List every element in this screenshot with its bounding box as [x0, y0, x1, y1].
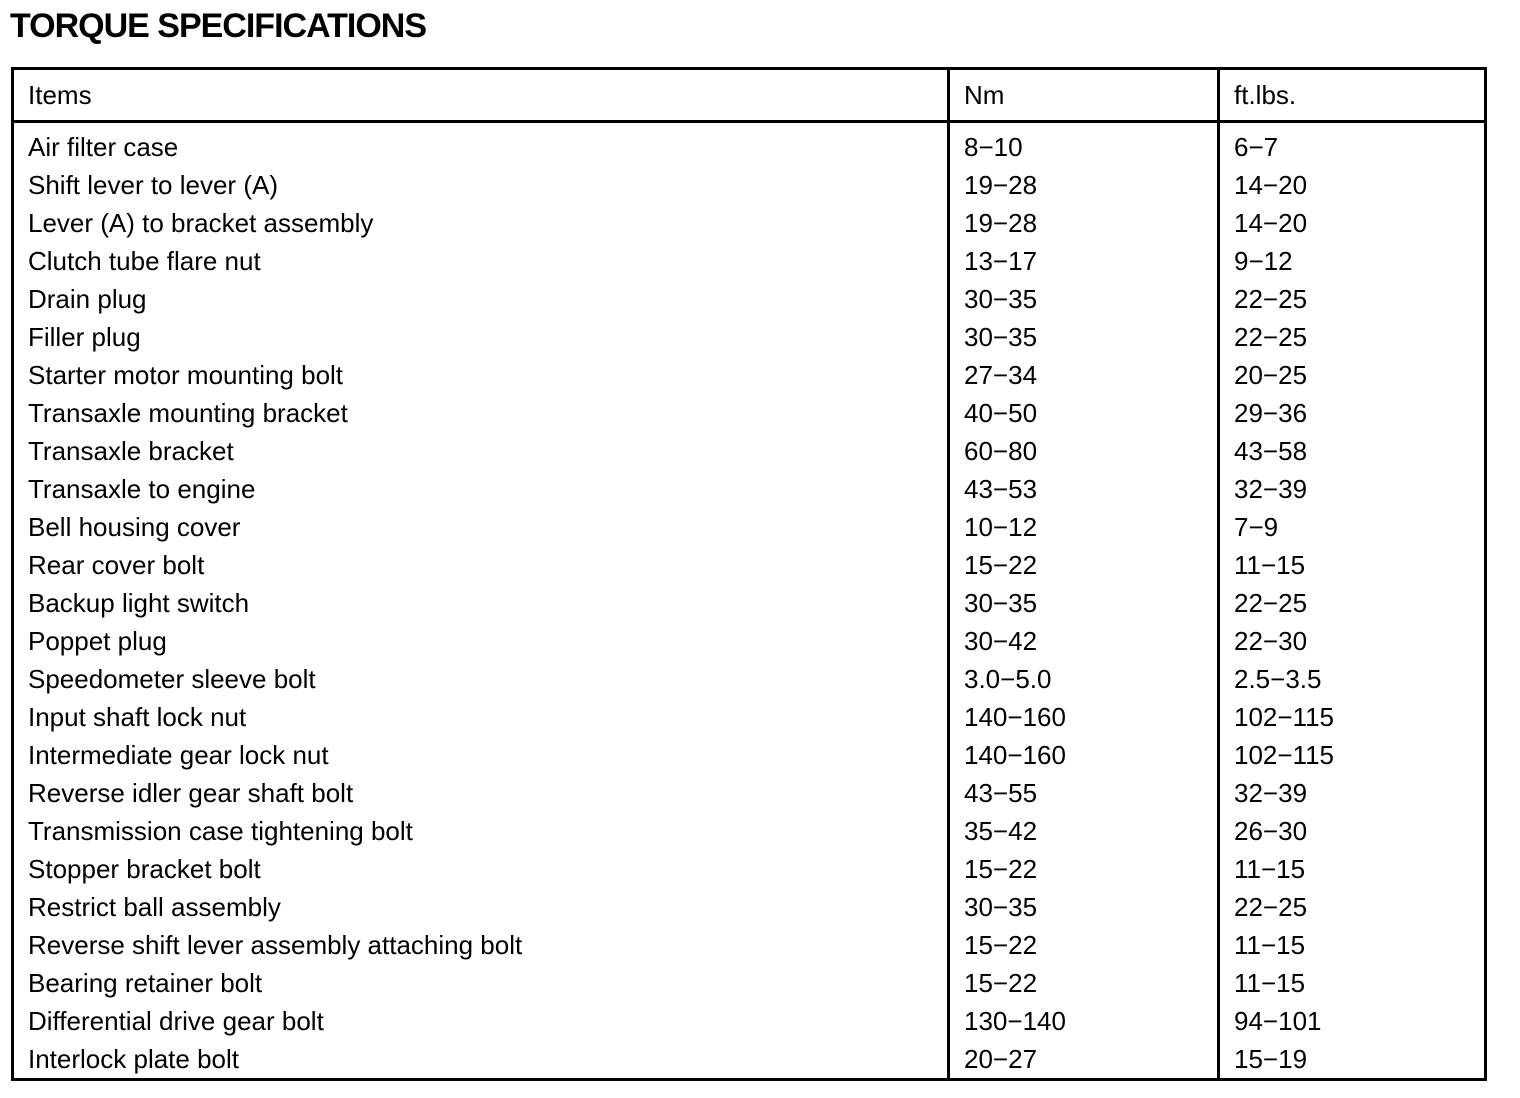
- ft-lbs-cell: 15−19: [1234, 1044, 1308, 1074]
- item-cell: Stopper bracket bolt: [28, 854, 261, 884]
- item-cell: Bell housing cover: [28, 512, 241, 542]
- header-ft-lbs: ft.lbs.: [1234, 80, 1297, 110]
- ft-lbs-cell: 94−101: [1234, 1006, 1322, 1036]
- item-cell: Shift lever to lever (A): [28, 170, 278, 200]
- table-row: [14, 356, 1484, 394]
- nm-cell: 30−35: [964, 588, 1038, 618]
- item-cell: Speedometer sleeve bolt: [28, 664, 316, 694]
- table-row: [14, 964, 1484, 1002]
- page-title: TORQUE SPECIFICATIONS: [10, 7, 427, 45]
- item-cell: Differential drive gear bolt: [28, 1006, 324, 1036]
- nm-cell: 15−22: [964, 930, 1038, 960]
- ft-lbs-cell: 32−39: [1234, 474, 1308, 504]
- ft-lbs-cell: 2.5−3.5: [1234, 664, 1322, 694]
- table-row: [14, 280, 1484, 318]
- nm-cell: 60−80: [964, 436, 1038, 466]
- table-row: [14, 812, 1484, 850]
- item-cell: Transaxle mounting bracket: [28, 398, 348, 428]
- ft-lbs-cell: 29−36: [1234, 398, 1308, 428]
- item-cell: Intermediate gear lock nut: [28, 740, 329, 770]
- table-row: [14, 1040, 1484, 1078]
- ft-lbs-cell: 6−7: [1234, 132, 1279, 162]
- table-row: [14, 1002, 1484, 1040]
- nm-cell: 43−55: [964, 778, 1038, 808]
- nm-cell: 10−12: [964, 512, 1038, 542]
- ft-lbs-cell: 11−15: [1234, 550, 1306, 580]
- table-row: [14, 470, 1484, 508]
- nm-cell: 140−160: [964, 702, 1066, 732]
- torque-spec-table: [11, 67, 1487, 1081]
- table-row: [14, 850, 1484, 888]
- table-body: [14, 128, 1484, 1078]
- item-cell: Bearing retainer bolt: [28, 968, 263, 998]
- ft-lbs-cell: 20−25: [1234, 360, 1308, 390]
- item-cell: Clutch tube flare nut: [28, 246, 261, 276]
- nm-cell: 140−160: [964, 740, 1066, 770]
- ft-lbs-cell: 26−30: [1234, 816, 1308, 846]
- nm-cell: 3.0−5.0: [964, 664, 1052, 694]
- nm-cell: 15−22: [964, 854, 1038, 884]
- nm-cell: 8−10: [964, 132, 1023, 162]
- table-row: [14, 736, 1484, 774]
- item-cell: Transaxle bracket: [28, 436, 234, 466]
- table-row: [14, 432, 1484, 470]
- nm-cell: 15−22: [964, 968, 1038, 998]
- ft-lbs-cell: 32−39: [1234, 778, 1308, 808]
- ft-lbs-cell: 22−25: [1234, 284, 1308, 314]
- table-row: [14, 508, 1484, 546]
- item-cell: Poppet plug: [28, 626, 167, 656]
- item-cell: Interlock plate bolt: [28, 1044, 240, 1074]
- table-row: [14, 242, 1484, 280]
- item-cell: Starter motor mounting bolt: [28, 360, 344, 390]
- item-cell: Backup light switch: [28, 588, 250, 618]
- table-row: [14, 394, 1484, 432]
- item-cell: Reverse idler gear shaft bolt: [28, 778, 354, 808]
- item-cell: Reverse shift lever assembly attaching bolt: [28, 930, 523, 960]
- item-cell: Air filter case: [28, 132, 179, 162]
- nm-cell: 15−22: [964, 550, 1038, 580]
- table-row: [14, 166, 1484, 204]
- nm-cell: 40−50: [964, 398, 1038, 428]
- header-nm: Nm: [964, 80, 1005, 110]
- table-row: [14, 128, 1484, 166]
- table-row: [14, 546, 1484, 584]
- ft-lbs-cell: 11−15: [1234, 854, 1306, 884]
- item-cell: Transaxle to engine: [28, 474, 256, 504]
- ft-lbs-cell: 7−9: [1234, 512, 1279, 542]
- item-cell: Input shaft lock nut: [28, 702, 247, 732]
- item-cell: Transmission case tightening bolt: [28, 816, 413, 846]
- table-row: [14, 926, 1484, 964]
- item-cell: Restrict ball assembly: [28, 892, 281, 922]
- nm-cell: 19−28: [964, 170, 1038, 200]
- nm-cell: 30−35: [964, 892, 1038, 922]
- nm-cell: 27−34: [964, 360, 1038, 390]
- ft-lbs-cell: 11−15: [1234, 968, 1306, 998]
- table-row: [14, 622, 1484, 660]
- item-cell: Rear cover bolt: [28, 550, 205, 580]
- ft-lbs-cell: 14−20: [1234, 170, 1308, 200]
- ft-lbs-cell: 22−25: [1234, 892, 1308, 922]
- nm-cell: 30−35: [964, 284, 1038, 314]
- header-items: Items: [28, 80, 92, 110]
- item-cell: Filler plug: [28, 322, 141, 352]
- ft-lbs-cell: 11−15: [1234, 930, 1306, 960]
- item-cell: Drain plug: [28, 284, 147, 314]
- nm-cell: 20−27: [964, 1044, 1038, 1074]
- ft-lbs-cell: 22−30: [1234, 626, 1308, 656]
- nm-cell: 130−140: [964, 1006, 1066, 1036]
- table-row: [14, 660, 1484, 698]
- nm-cell: 30−42: [964, 626, 1038, 656]
- item-cell: Lever (A) to bracket assembly: [28, 208, 374, 238]
- nm-cell: 30−35: [964, 322, 1038, 352]
- table-row: [14, 318, 1484, 356]
- nm-cell: 43−53: [964, 474, 1038, 504]
- ft-lbs-cell: 43−58: [1234, 436, 1308, 466]
- table-row: [14, 774, 1484, 812]
- nm-cell: 35−42: [964, 816, 1038, 846]
- ft-lbs-cell: 22−25: [1234, 588, 1308, 618]
- table-row: [14, 888, 1484, 926]
- table-header-row: [14, 70, 1484, 123]
- table-row: [14, 584, 1484, 622]
- nm-cell: 13−17: [964, 246, 1038, 276]
- ft-lbs-cell: 102−115: [1234, 740, 1335, 770]
- ft-lbs-cell: 22−25: [1234, 322, 1308, 352]
- table-row: [14, 204, 1484, 242]
- ft-lbs-cell: 14−20: [1234, 208, 1308, 238]
- nm-cell: 19−28: [964, 208, 1038, 238]
- table-row: [14, 698, 1484, 736]
- ft-lbs-cell: 9−12: [1234, 246, 1293, 276]
- ft-lbs-cell: 102−115: [1234, 702, 1335, 732]
